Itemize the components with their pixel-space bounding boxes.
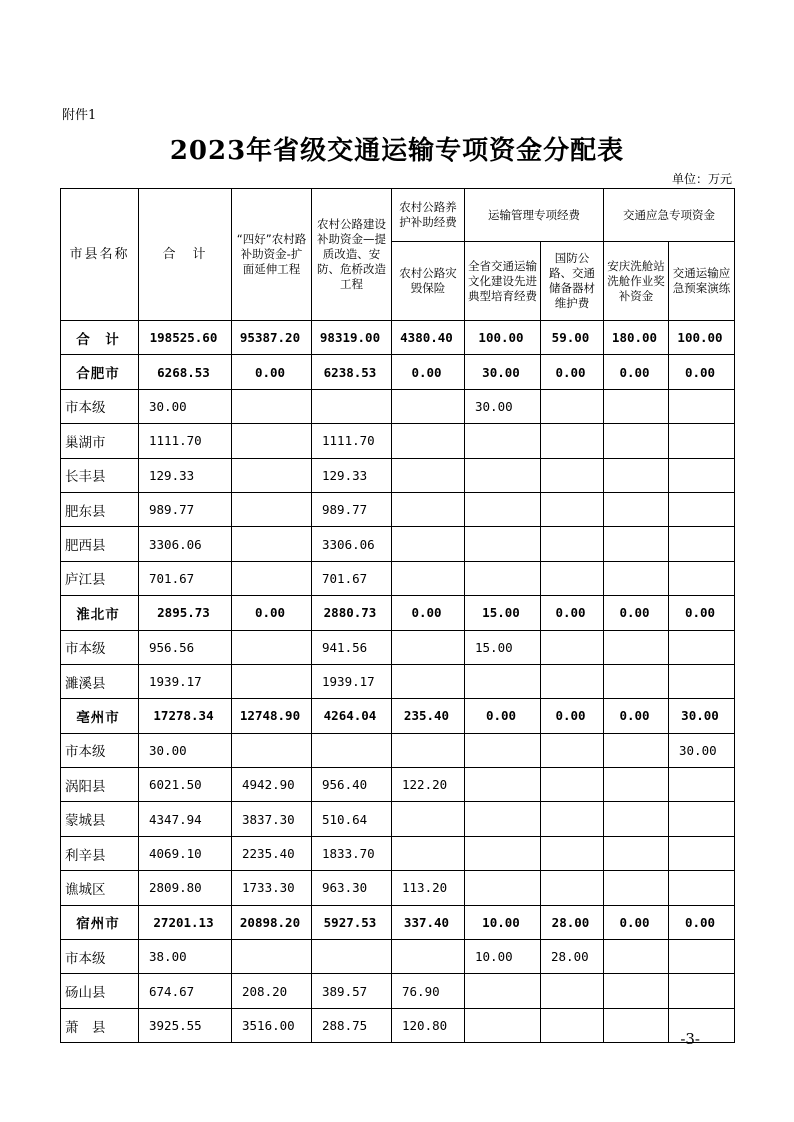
cell-rural-build: 701.67 (312, 561, 392, 595)
cell-defense (541, 561, 604, 595)
cell-defense (541, 458, 604, 492)
table-body (61, 321, 735, 1043)
cell-four-good (232, 389, 312, 423)
cell-anqing (604, 630, 669, 664)
cell-defense (541, 424, 604, 458)
cell-total: 2809.80 (139, 871, 232, 905)
cell-anqing (604, 424, 669, 458)
cell-rural-build: 963.30 (312, 871, 392, 905)
cell-four-good (232, 424, 312, 458)
cell-four-good: 3516.00 (232, 1008, 312, 1042)
cell-rural-build: 941.56 (312, 630, 392, 664)
cell-drill (669, 836, 735, 870)
cell-drill (669, 389, 735, 423)
cell-drill (669, 974, 735, 1008)
cell-anqing (604, 802, 669, 836)
cell-four-good: 208.20 (232, 974, 312, 1008)
cell-defense (541, 1008, 604, 1042)
cell-anqing (604, 733, 669, 767)
cell-name: 利辛县 (61, 836, 139, 870)
cell-total: 674.67 (139, 974, 232, 1008)
cell-rural-maint (392, 836, 465, 870)
cell-rural-build: 288.75 (312, 1008, 392, 1042)
cell-anqing (604, 561, 669, 595)
cell-four-good (232, 492, 312, 526)
cell-defense (541, 974, 604, 1008)
table-row (61, 802, 735, 836)
cell-culture: 10.00 (465, 940, 541, 974)
table-row (61, 836, 735, 870)
cell-total: 6021.50 (139, 768, 232, 802)
table-row (61, 561, 735, 595)
cell-anqing (604, 836, 669, 870)
cell-drill: 0.00 (669, 905, 735, 939)
header-rural-build: 农村公路建设补助资金—提质改造、安防、危桥改造工程 (312, 189, 392, 321)
cell-defense: 0.00 (541, 699, 604, 733)
cell-name: 濉溪县 (61, 664, 139, 698)
table-row-subtotal (61, 905, 735, 939)
cell-drill (669, 492, 735, 526)
cell-rural-maint (392, 458, 465, 492)
table-row (61, 871, 735, 905)
cell-anqing: 0.00 (604, 699, 669, 733)
cell-total: 956.56 (139, 630, 232, 664)
table-row (61, 424, 735, 458)
cell-culture (465, 664, 541, 698)
cell-four-good: 95387.20 (232, 321, 312, 355)
cell-rural-build: 1111.70 (312, 424, 392, 458)
cell-four-good (232, 630, 312, 664)
cell-defense (541, 630, 604, 664)
cell-name: 肥东县 (61, 492, 139, 526)
cell-total: 3306.06 (139, 527, 232, 561)
cell-total: 198525.60 (139, 321, 232, 355)
cell-rural-maint (392, 940, 465, 974)
cell-rural-build: 98319.00 (312, 321, 392, 355)
cell-four-good: 2235.40 (232, 836, 312, 870)
cell-drill: 30.00 (669, 733, 735, 767)
cell-rural-build (312, 389, 392, 423)
cell-total: 4347.94 (139, 802, 232, 836)
cell-name: 市本级 (61, 733, 139, 767)
table-row-subtotal (61, 699, 735, 733)
table-row-subtotal (61, 596, 735, 630)
cell-rural-maint: 235.40 (392, 699, 465, 733)
cell-rural-maint: 0.00 (392, 596, 465, 630)
cell-name: 宿州市 (61, 905, 139, 939)
cell-name: 涡阳县 (61, 768, 139, 802)
cell-defense (541, 836, 604, 870)
cell-four-good (232, 664, 312, 698)
table-row (61, 664, 735, 698)
cell-defense (541, 389, 604, 423)
cell-rural-build: 2880.73 (312, 596, 392, 630)
cell-culture: 30.00 (465, 389, 541, 423)
table-row (61, 389, 735, 423)
cell-rural-build: 6238.53 (312, 355, 392, 389)
cell-rural-maint (392, 424, 465, 458)
cell-drill (669, 424, 735, 458)
cell-rural-maint: 113.20 (392, 871, 465, 905)
cell-anqing (604, 940, 669, 974)
cell-name: 合 计 (61, 321, 139, 355)
cell-anqing (604, 492, 669, 526)
cell-drill (669, 1008, 735, 1042)
unit-label: 单位：万元 (671, 172, 732, 186)
cell-anqing (604, 974, 669, 1008)
cell-rural-build: 1833.70 (312, 836, 392, 870)
cell-total: 2895.73 (139, 596, 232, 630)
cell-rural-build: 3306.06 (312, 527, 392, 561)
cell-rural-maint (392, 664, 465, 698)
cell-four-good (232, 561, 312, 595)
cell-name: 砀山县 (61, 974, 139, 1008)
cell-rural-build (312, 940, 392, 974)
cell-total: 6268.53 (139, 355, 232, 389)
cell-total: 129.33 (139, 458, 232, 492)
cell-culture (465, 492, 541, 526)
cell-culture: 100.00 (465, 321, 541, 355)
cell-defense (541, 527, 604, 561)
cell-drill (669, 527, 735, 561)
cell-four-good: 12748.90 (232, 699, 312, 733)
table-row (61, 492, 735, 526)
header-four-good: “四好”农村路补助资金-扩面延伸工程 (232, 189, 312, 321)
cell-drill: 100.00 (669, 321, 735, 355)
cell-defense (541, 768, 604, 802)
cell-drill: 0.00 (669, 355, 735, 389)
header-rural-maint-group: 农村公路养护补助经费 (392, 189, 465, 242)
table-row (61, 458, 735, 492)
cell-name: 市本级 (61, 389, 139, 423)
cell-defense (541, 664, 604, 698)
table-row-subtotal (61, 321, 735, 355)
header-emergency-group: 交通应急专项资金 (604, 189, 735, 242)
cell-total: 4069.10 (139, 836, 232, 870)
cell-total: 38.00 (139, 940, 232, 974)
cell-rural-build: 989.77 (312, 492, 392, 526)
cell-drill: 30.00 (669, 699, 735, 733)
cell-rural-build: 5927.53 (312, 905, 392, 939)
cell-defense: 28.00 (541, 905, 604, 939)
cell-rural-maint: 120.80 (392, 1008, 465, 1042)
cell-culture: 10.00 (465, 905, 541, 939)
cell-defense: 0.00 (541, 355, 604, 389)
cell-total: 701.67 (139, 561, 232, 595)
cell-four-good (232, 733, 312, 767)
cell-four-good: 4942.90 (232, 768, 312, 802)
cell-rural-build: 4264.04 (312, 699, 392, 733)
cell-drill (669, 940, 735, 974)
cell-anqing (604, 664, 669, 698)
header-culture: 全省交通运输文化建设先进典型培育经费 (465, 242, 541, 321)
cell-anqing (604, 389, 669, 423)
header-anqing: 安庆洗舱站洗舱作业奖补资金 (604, 242, 669, 321)
header-drill: 交通运输应急预案演练 (669, 242, 735, 321)
cell-culture (465, 802, 541, 836)
cell-rural-maint (392, 527, 465, 561)
cell-name: 庐江县 (61, 561, 139, 595)
cell-name: 市本级 (61, 630, 139, 664)
cell-rural-maint (392, 630, 465, 664)
cell-rural-maint: 4380.40 (392, 321, 465, 355)
allocation-table (60, 188, 735, 1043)
cell-rural-build: 129.33 (312, 458, 392, 492)
cell-culture (465, 768, 541, 802)
cell-anqing: 0.00 (604, 905, 669, 939)
cell-total: 17278.34 (139, 699, 232, 733)
cell-four-good (232, 458, 312, 492)
cell-total: 30.00 (139, 389, 232, 423)
cell-defense: 28.00 (541, 940, 604, 974)
cell-defense (541, 802, 604, 836)
cell-rural-maint (392, 733, 465, 767)
cell-culture (465, 1008, 541, 1042)
cell-name: 市本级 (61, 940, 139, 974)
cell-defense (541, 492, 604, 526)
cell-name: 长丰县 (61, 458, 139, 492)
cell-culture (465, 871, 541, 905)
cell-culture (465, 836, 541, 870)
cell-name: 亳州市 (61, 699, 139, 733)
header-defense: 国防公路、交通储备器材维护费 (541, 242, 604, 321)
attachment-label: 附件1 (62, 108, 97, 123)
table-row (61, 768, 735, 802)
cell-culture: 15.00 (465, 630, 541, 664)
cell-name: 巢湖市 (61, 424, 139, 458)
table-header (61, 189, 735, 321)
cell-four-good: 3837.30 (232, 802, 312, 836)
header-rural-maint-sub: 农村公路灾毁保险 (392, 242, 465, 321)
cell-four-good: 20898.20 (232, 905, 312, 939)
cell-total: 30.00 (139, 733, 232, 767)
cell-anqing: 180.00 (604, 321, 669, 355)
cell-culture (465, 561, 541, 595)
cell-rural-maint (392, 389, 465, 423)
cell-name: 淮北市 (61, 596, 139, 630)
header-total: 合 计 (139, 189, 232, 321)
cell-drill (669, 664, 735, 698)
cell-drill (669, 871, 735, 905)
cell-rural-maint: 0.00 (392, 355, 465, 389)
cell-anqing: 0.00 (604, 355, 669, 389)
cell-drill (669, 561, 735, 595)
cell-total: 27201.13 (139, 905, 232, 939)
cell-four-good: 0.00 (232, 355, 312, 389)
cell-culture (465, 458, 541, 492)
cell-rural-maint: 337.40 (392, 905, 465, 939)
cell-rural-maint: 122.20 (392, 768, 465, 802)
cell-drill: 0.00 (669, 596, 735, 630)
cell-anqing (604, 458, 669, 492)
cell-defense (541, 733, 604, 767)
cell-drill (669, 458, 735, 492)
cell-rural-build: 510.64 (312, 802, 392, 836)
cell-drill (669, 630, 735, 664)
page-title: 2023年省级交通运输专项资金分配表 (169, 136, 625, 166)
table-row (61, 527, 735, 561)
cell-defense: 0.00 (541, 596, 604, 630)
cell-culture (465, 424, 541, 458)
page-number: -3- (680, 1030, 700, 1048)
cell-culture: 0.00 (465, 699, 541, 733)
table-row (61, 733, 735, 767)
cell-anqing (604, 1008, 669, 1042)
cell-defense: 59.00 (541, 321, 604, 355)
cell-culture (465, 974, 541, 1008)
cell-four-good (232, 940, 312, 974)
cell-total: 1939.17 (139, 664, 232, 698)
cell-four-good: 0.00 (232, 596, 312, 630)
cell-four-good (232, 527, 312, 561)
cell-anqing (604, 871, 669, 905)
cell-total: 989.77 (139, 492, 232, 526)
cell-rural-build: 956.40 (312, 768, 392, 802)
table-row (61, 630, 735, 664)
cell-culture: 30.00 (465, 355, 541, 389)
cell-four-good: 1733.30 (232, 871, 312, 905)
cell-rural-maint (392, 492, 465, 526)
cell-culture: 15.00 (465, 596, 541, 630)
cell-culture (465, 527, 541, 561)
cell-drill (669, 802, 735, 836)
cell-name: 谯城区 (61, 871, 139, 905)
cell-drill (669, 768, 735, 802)
cell-total: 1111.70 (139, 424, 232, 458)
cell-rural-build: 389.57 (312, 974, 392, 1008)
cell-rural-build (312, 733, 392, 767)
cell-rural-maint: 76.90 (392, 974, 465, 1008)
header-transport-mgmt-group: 运输管理专项经费 (465, 189, 604, 242)
table-row (61, 940, 735, 974)
table-row (61, 1008, 735, 1042)
cell-defense (541, 871, 604, 905)
header-name: 市县名称 (61, 189, 139, 321)
cell-name: 合肥市 (61, 355, 139, 389)
cell-anqing: 0.00 (604, 596, 669, 630)
cell-anqing (604, 527, 669, 561)
table-row (61, 974, 735, 1008)
cell-name: 蒙城县 (61, 802, 139, 836)
cell-anqing (604, 768, 669, 802)
cell-total: 3925.55 (139, 1008, 232, 1042)
cell-rural-maint (392, 561, 465, 595)
cell-name: 肥西县 (61, 527, 139, 561)
cell-rural-maint (392, 802, 465, 836)
table-row-subtotal (61, 355, 735, 389)
cell-name: 萧 县 (61, 1008, 139, 1042)
cell-culture (465, 733, 541, 767)
cell-rural-build: 1939.17 (312, 664, 392, 698)
